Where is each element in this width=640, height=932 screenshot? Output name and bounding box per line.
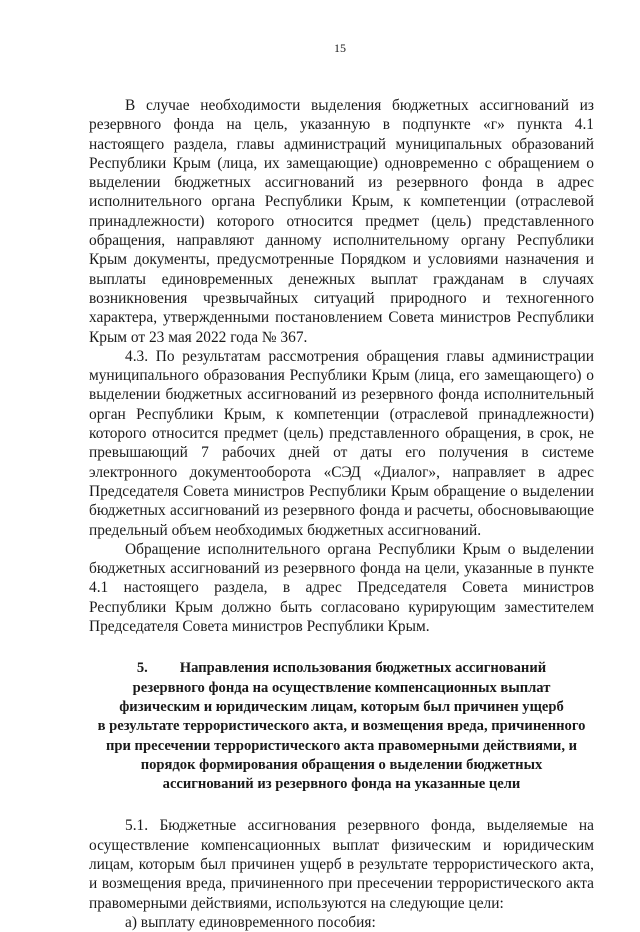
paragraph-4-3: 4.3. По результатам рассмотрения обращения главы администрации муниципального образования Республики Крым (лица, его замещающего) о выделении бюджетных ассигнований из резервного фонда исполнительный орган Республики Крым, к компетенции (отраслевой принадлежности) которого относится предмет (цель) представленного обращения, в срок, не превышающий 7 рабочих дней от даты его получения в системе электронного документооборота «СЭД «Диалог», направляет в адрес Председателя Совета министров Республики Крым обращение о выделении бюджетных ассигнований из резервного фонда и расчеты, обосновывающие предельный объем необходимых бюджетных ассигнований.: [89, 347, 594, 539]
section-heading-line-7: ассигнований из резервного фонда на указанные цели: [162, 776, 521, 793]
section-5-heading: [89, 659, 594, 794]
page-number: 15: [334, 41, 346, 55]
section-heading-line-4: в результате террористического акта, и возмещения вреда, причиненного: [97, 718, 586, 735]
section-number: 5.: [136, 660, 148, 677]
paragraph-4-2-continuation: В случае необходимости выделения бюджетных ассигнований из резервного фонда на цель, указанную в подпункте «г» пункта 4.1 настоящего раздела, главы администраций муниципальных образований Республики Крым (лица, их замещающие) одновременно с обращением о выделении бюджетных ассигнований из резервного фонда в адрес исполнительного органа Республики Крым, к компетенции (отраслевой принадлежности) которого относится предмет (цель) представленного обращения, направляют данному исполнительному органу Республики Крым документы, предусмотренные Порядком и условиями назначения и выплаты единовременных денежных выплат гражданам в случаях возникновения чрезвычайных ситуаций природного и техногенного характера, утвержденными постановлением Совета министров Республики Крым от 23 мая 2022 года № 367.: [89, 97, 594, 346]
section-heading-line-2: резервного фонда на осуществление компенсационных выплат: [132, 679, 551, 696]
section-heading-line-6: порядок формирования обращения о выделении бюджетных: [140, 756, 543, 773]
paragraph-5-1-a: а) выплату единовременного пособия:: [125, 913, 376, 931]
paragraph-5-1: 5.1. Бюджетные ассигнования резервного фонда, выделяемые на осуществление компенсационных выплат физическим и юридическим лицам, которым был причинен ущерб в результате террористического акта, и возмещения вреда, причиненного при пресечении террористического акта правомерными действиями, используются на следующие цели:: [89, 817, 594, 912]
document-body: [89, 96, 594, 932]
section-heading-line-1: 5. Направления использования бюджетных ассигнований: [89, 659, 594, 678]
section-heading-line-3: физическим и юридическим лицам, которым был причинен ущерб: [119, 698, 564, 715]
section-heading-line-5: при пресечении террористического акта правомерными действиями, и: [105, 737, 578, 754]
paragraph-approval: Обращение исполнительного органа Республики Крым о выделении бюджетных ассигнований из резервного фонда на цели, указанные в пункте 4.1 настоящего раздела, в адрес Председателя Совета министров Республики Крым должно быть согласовано курирующим заместителем Председателя Совета министров Республики Крым.: [89, 540, 594, 636]
